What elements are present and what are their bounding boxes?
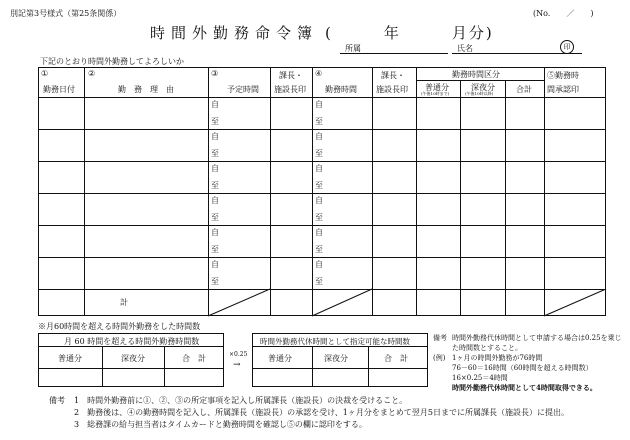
affiliation-label: 所属 <box>345 44 361 53</box>
col7a-label: 普通分 <box>425 83 449 92</box>
to-marker: 至 <box>211 213 219 222</box>
remark-2: 2 勤務後は、④の勤務時間を記入し、所属課長（施設長）の承認を受け、1ヶ月分をまとめて翌月5日までに所属課長（施設長）に提出。 <box>74 408 569 417</box>
note-line3: 1ヶ月の時間外勤務が76時間 <box>452 354 543 362</box>
col5-num: ④ <box>315 69 323 78</box>
form-number: (No. ／ ) <box>533 9 594 18</box>
to-marker: 至 <box>211 181 219 190</box>
form-id: 別記第3号様式（第25条関係） <box>10 9 122 18</box>
from-marker: 自 <box>315 260 323 269</box>
total-label: 計 <box>120 298 128 307</box>
row-divider <box>38 289 606 290</box>
page-title: 時間外勤務命令簿 <box>150 24 319 42</box>
arrow-icon: → <box>233 360 241 370</box>
substitute-col-night: 深夜分 <box>324 354 348 363</box>
substitute-header: 時間外勤務代休時間として指定可能な時間数 <box>260 337 410 346</box>
from-marker: 自 <box>211 196 219 205</box>
example-label: (例) <box>433 354 446 362</box>
to-marker: 至 <box>315 149 323 158</box>
title-period: ( 年 月分) <box>325 24 494 42</box>
remark-1: 1 時間外勤務前に①、②、③の所定事項を記入し所属課長（施設長）の決裁を受けること。 <box>74 396 408 405</box>
col-divider <box>505 80 506 316</box>
over60-col-total: 合 計 <box>182 354 206 363</box>
substitute-col-total: 合 計 <box>384 354 408 363</box>
affiliation-line <box>340 53 448 54</box>
from-marker: 自 <box>315 164 323 173</box>
remark-3: 3 総務課の給与担当者はタイムカードと勤務時間を確認し⑤の欄に認印をする。 <box>74 420 367 429</box>
from-marker: 自 <box>315 132 323 141</box>
col-divider <box>372 67 373 316</box>
to-marker: 至 <box>315 181 323 190</box>
from-marker: 自 <box>315 228 323 237</box>
row-divider <box>416 80 544 81</box>
over60-header: 月 60 時間を超える時間外勤務時間数 <box>64 337 200 346</box>
row-divider <box>38 161 606 162</box>
over60-divider <box>102 346 103 387</box>
remarks-label: 備考 <box>49 396 65 405</box>
col2-label: 勤 務 理 由 <box>118 85 174 94</box>
seal-mark: 印 <box>560 40 574 54</box>
to-marker: 至 <box>211 245 219 254</box>
note-line6: 時間外勤務代休時間として4時間取得できる。 <box>452 383 597 392</box>
over60-divider <box>38 368 224 369</box>
from-marker: 自 <box>211 260 219 269</box>
to-marker: 至 <box>211 277 219 286</box>
from-marker: 自 <box>211 164 219 173</box>
col7c-label: 合計 <box>516 85 532 94</box>
to-marker: 至 <box>315 213 323 222</box>
substitute-divider <box>368 346 369 387</box>
name-label: 氏名 <box>457 44 473 53</box>
over60-divider <box>164 346 165 387</box>
from-marker: 自 <box>211 132 219 141</box>
col3-num: ③ <box>211 69 219 78</box>
col8-label1: ⑤勤務時 <box>547 71 579 80</box>
col8-label2: 間承認印 <box>547 85 579 94</box>
from-marker: 自 <box>315 100 323 109</box>
col-divider <box>84 67 85 316</box>
col-divider <box>460 80 461 316</box>
note-line4: 76－60＝16時間（60時間を超える時間数） <box>452 364 593 372</box>
name-line <box>452 53 582 54</box>
note-line5: 16×0.25＝4時間 <box>452 374 508 382</box>
col7a-note: (午後10時まで) <box>421 91 450 96</box>
col6-label1: 課長・ <box>381 71 405 80</box>
to-marker: 至 <box>315 277 323 286</box>
row-divider <box>38 129 606 130</box>
row-divider <box>38 225 606 226</box>
row-divider <box>38 97 606 98</box>
col4-label1: 課長・ <box>279 71 303 80</box>
from-marker: 自 <box>315 196 323 205</box>
col7-group: 勤務時間区分 <box>452 70 500 79</box>
from-marker: 自 <box>211 100 219 109</box>
note-label: 備考 <box>433 334 447 342</box>
to-marker: 至 <box>211 117 219 126</box>
over60-caption: ※月60時間を超える時間外勤務をした時間数 <box>38 322 201 331</box>
to-marker: 至 <box>315 245 323 254</box>
substitute-col-normal: 普通分 <box>268 354 292 363</box>
col4-label2: 施設長印 <box>274 85 306 94</box>
col3-label: 予定時間 <box>227 85 259 94</box>
substitute-divider <box>312 346 313 387</box>
col-divider <box>270 67 271 316</box>
note-line1: 時間外勤務代休時間として申請する場合は0.25を乗じ <box>452 334 622 342</box>
from-marker: 自 <box>211 228 219 237</box>
over60-col-night: 深夜分 <box>121 354 145 363</box>
over60-col-normal: 普通分 <box>58 354 82 363</box>
col1-num: ① <box>41 69 49 78</box>
col2-num: ② <box>88 69 96 78</box>
col1-label: 勤務日付 <box>43 85 75 94</box>
col7b-label: 深夜分 <box>471 83 495 92</box>
col-divider <box>312 67 313 316</box>
col-divider <box>416 67 417 316</box>
multiplier: ×0.25 <box>229 351 248 358</box>
instruction-text: 下記のとおり時間外勤務してよろしいか <box>40 57 184 66</box>
row-divider <box>38 257 606 258</box>
col-divider <box>208 67 209 316</box>
to-marker: 至 <box>315 117 323 126</box>
row-divider <box>38 193 606 194</box>
substitute-divider <box>252 368 428 369</box>
col-divider <box>544 67 545 316</box>
note-line2: た時間数とすること。 <box>452 344 522 352</box>
col7b-note: (午後10時以降) <box>465 91 494 96</box>
col6-label2: 施設長印 <box>376 85 408 94</box>
col5-label: 勤務時間 <box>325 85 357 94</box>
to-marker: 至 <box>211 149 219 158</box>
